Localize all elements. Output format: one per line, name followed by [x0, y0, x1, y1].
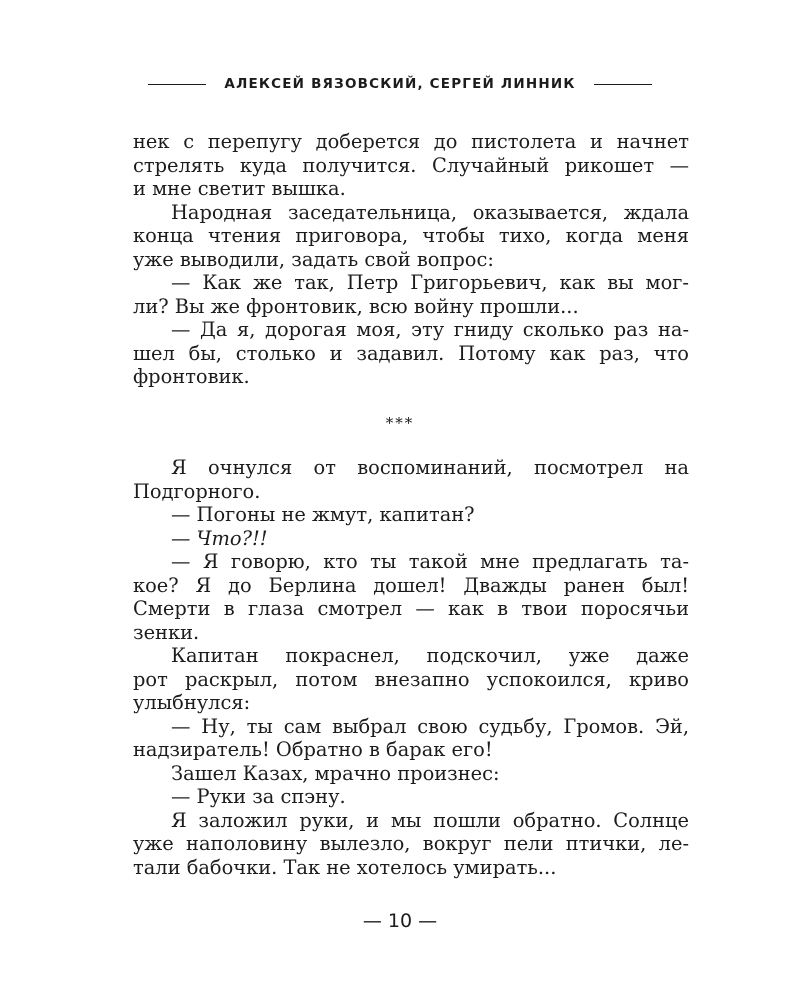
section-separator: *** [385, 414, 415, 432]
text-line: кое? Я до Берлина дошел! Дважды ранен был! [133, 573, 689, 597]
text-line: ли? Вы же фронтовик, всю войну прошли... [133, 294, 579, 318]
text-line: нек с перепугу доберется до пистолета и начнет [133, 130, 689, 153]
text-line: надзиратель! Обратно в барак его! [133, 738, 493, 761]
text-line: рот раскрыл, потом внезапно успокоился, криво [133, 667, 689, 691]
running-header [0, 76, 800, 92]
text-line: Подгорного. [133, 479, 261, 503]
text-line: уже выводили, задать свой вопрос: [133, 247, 494, 271]
text-line: улыбнулся: [133, 691, 251, 714]
text-line: Я очнулся от воспоминаний, посмотрел на [171, 456, 689, 479]
text-line: Смерти в глаза смотрел — как в твои поросячьи [133, 597, 689, 620]
text-line: тали бабочки. Так не хотелось умирать... [133, 855, 557, 879]
text-block-2 [133, 456, 689, 879]
text-block-1 [133, 130, 689, 389]
text-line: Народная заседательница, оказывается, ждала [171, 200, 689, 224]
text-line: зенки. [133, 620, 200, 644]
text-line: шел бы, столько и задавил. Потому как раз, что [133, 341, 689, 365]
text-line: конца чтения приговора, чтобы тихо, когда меня [133, 224, 689, 247]
text-line: и мне светит вышка. [133, 177, 346, 200]
header-rule-left [148, 84, 206, 85]
header-rule-right [594, 84, 652, 85]
text-line: — Я говорю, кто ты такой мне предлагать та- [171, 550, 689, 573]
text-line: — Что?!! [171, 526, 268, 550]
header-authors: АЛЕКСЕЙ ВЯЗОВСКИЙ, СЕРГЕЙ ЛИННИК [224, 76, 576, 92]
text-line: уже наполовину вылезло, вокруг пели птички, ле- [133, 832, 689, 855]
text-line: — Да я, дорогая моя, эту гниду сколько раз на- [171, 318, 689, 341]
text-line: стрелять куда получится. Случайный рикошет — [133, 153, 689, 177]
text-line: — Руки за спэну. [171, 785, 346, 808]
text-line: Я заложил руки, и мы пошли обратно. Солнце [171, 808, 689, 832]
text-line: Зашел Казах, мрачно произнес: [171, 761, 500, 785]
text-line: Капитан покраснел, подскочил, уже даже [171, 644, 689, 667]
text-line: — Погоны не жмут, капитан? [171, 503, 475, 526]
text-line: фронтовик. [133, 365, 250, 388]
page-number: — 10 — [362, 910, 438, 932]
text-line: — Как же так, Петр Григорьевич, как вы мог- [171, 271, 689, 294]
text-line: — Ну, ты сам выбрал свою судьбу, Громов. Эй, [171, 714, 689, 738]
